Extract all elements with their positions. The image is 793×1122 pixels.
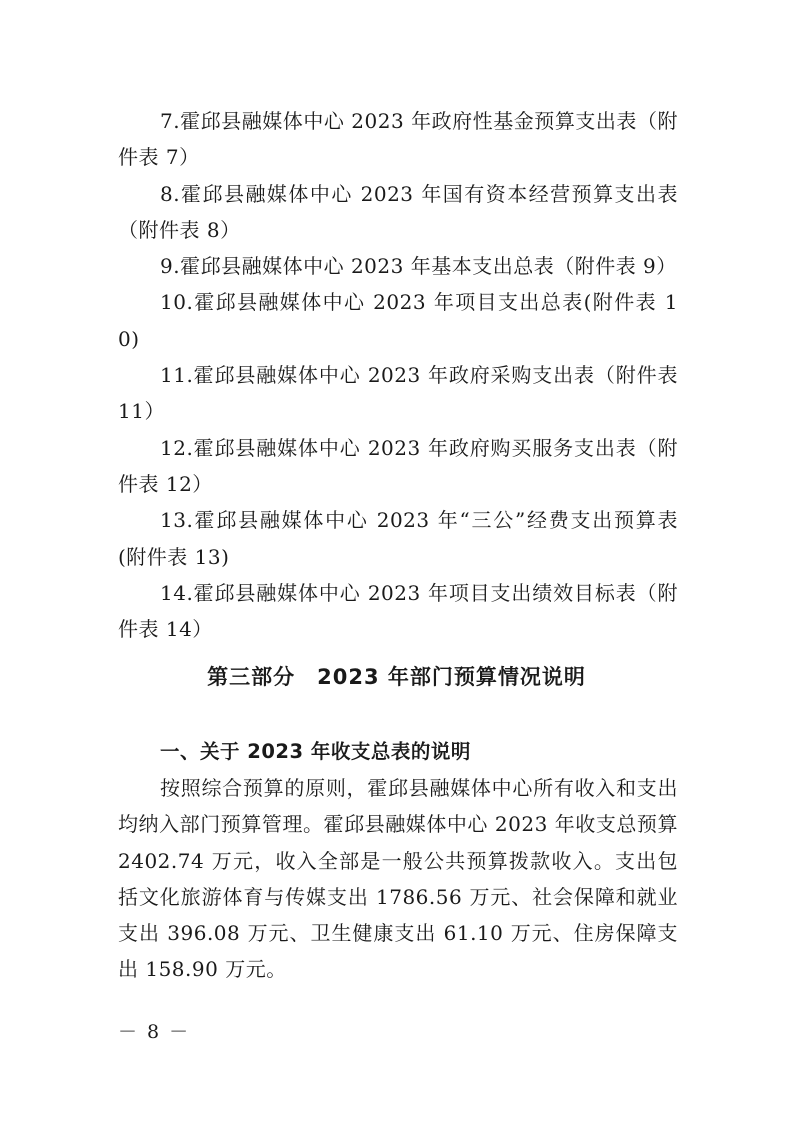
list-item: 8.霍邱县融媒体中心 2023 年国有资本经营预算支出表（附件表 8） xyxy=(118,181,678,242)
list-item: 14.霍邱县融媒体中心 2023 年项目支出绩效目标表（附件表 14） xyxy=(118,580,678,642)
list-item: 10.霍邱县融媒体中心 2023 年项目支出总表(附件表 10) xyxy=(118,290,678,351)
attachment-list xyxy=(118,103,678,647)
body-paragraph: 按照综合预算的原则，霍邱县融媒体中心所有收入和支出均纳入部门预算管理。霍邱县融媒体中心 2023 年收支总预算 2402.74 万元，收入全部是一般公共预算拨款收入。支出包括文化旅游体育与传媒支出 1786.56 万元、社会保障和就业支出 396.08 万元、卫生健康支出 61.10 万元、住房保障支出 158.90 万元。 xyxy=(118,776,678,982)
list-item: 7.霍邱县融媒体中心 2023 年政府性基金预算支出表（附件表 7） xyxy=(118,109,678,170)
list-item: 13.霍邱县融媒体中心 2023 年“三公”经费支出预算表(附件表 13) xyxy=(118,508,678,569)
list-item: 9.霍邱县融媒体中心 2023 年基本支出总表（附件表 9） xyxy=(160,254,677,279)
sub-section-title: 一、关于 2023 年收支总表的说明 xyxy=(160,740,471,763)
section-title: 第三部分 2023 年部门预算情况说明 xyxy=(207,665,586,689)
list-item: 11.霍邱县融媒体中心 2023 年政府采购支出表（附件表 11） xyxy=(118,363,678,424)
list-item: 12.霍邱县融媒体中心 2023 年政府购买服务支出表（附件表 12） xyxy=(118,435,678,496)
page-number: － 8 － xyxy=(118,1021,191,1043)
